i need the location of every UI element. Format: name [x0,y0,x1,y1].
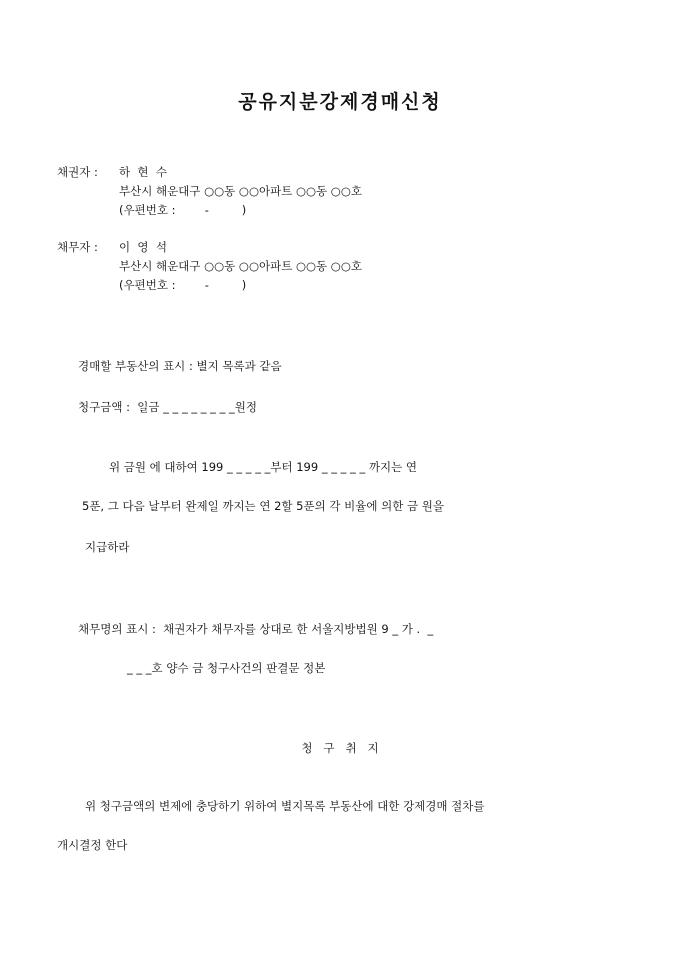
debtor-name: 이 영 석 [119,240,167,254]
document-title: 공유지분강제경매신청 [238,91,442,113]
creditor-address: 부산시 해운대구 ○○동 ○○아파트 ○○동 ○○호 [119,184,362,198]
creditor-label: 채권자 : [57,165,98,179]
interest-line-3: 지급하라 [85,540,130,554]
purpose-line-2: 개시결정 한다 [57,838,128,852]
property-display: 경매할 부동산의 표시 : 별지 목록과 같음 [78,359,282,373]
interest-line-1: 위 금원 에 대하여 199 _ _ _ _ _부터 199 _ _ _ _ _ 까지는 연 [109,460,417,474]
creditor-postal-code: (우편번호 : - ) [119,203,247,217]
debtor-postal-code: (우편번호 : - ) [119,278,247,292]
title-of-debt-line-2: _ _ _호 양수 금 청구사건의 판결문 정본 [127,661,326,675]
claim-amount: 청구금액 : 일금 _ _ _ _ _ _ _ _원정 [78,400,257,414]
debtor-address: 부산시 해운대구 ○○동 ○○아파트 ○○동 ○○호 [119,259,362,273]
purpose-heading: 청 구 취 지 [301,741,379,755]
purpose-line-1: 위 청구금액의 변제에 충당하기 위하여 별지목록 부동산에 대한 강제경매 절차를 [85,799,485,813]
debtor-label: 채무자 : [57,240,98,254]
interest-line-2: 5푼, 그 다음 날부터 완제일 까지는 연 2할 5푼의 각 비율에 의한 금 원을 [82,499,444,513]
title-of-debt-line-1: 채무명의 표시 : 채권자가 채무자를 상대로 한 서울지방법원 9 _ 가 . _ [78,622,434,636]
creditor-name: 하 현 수 [119,165,167,179]
